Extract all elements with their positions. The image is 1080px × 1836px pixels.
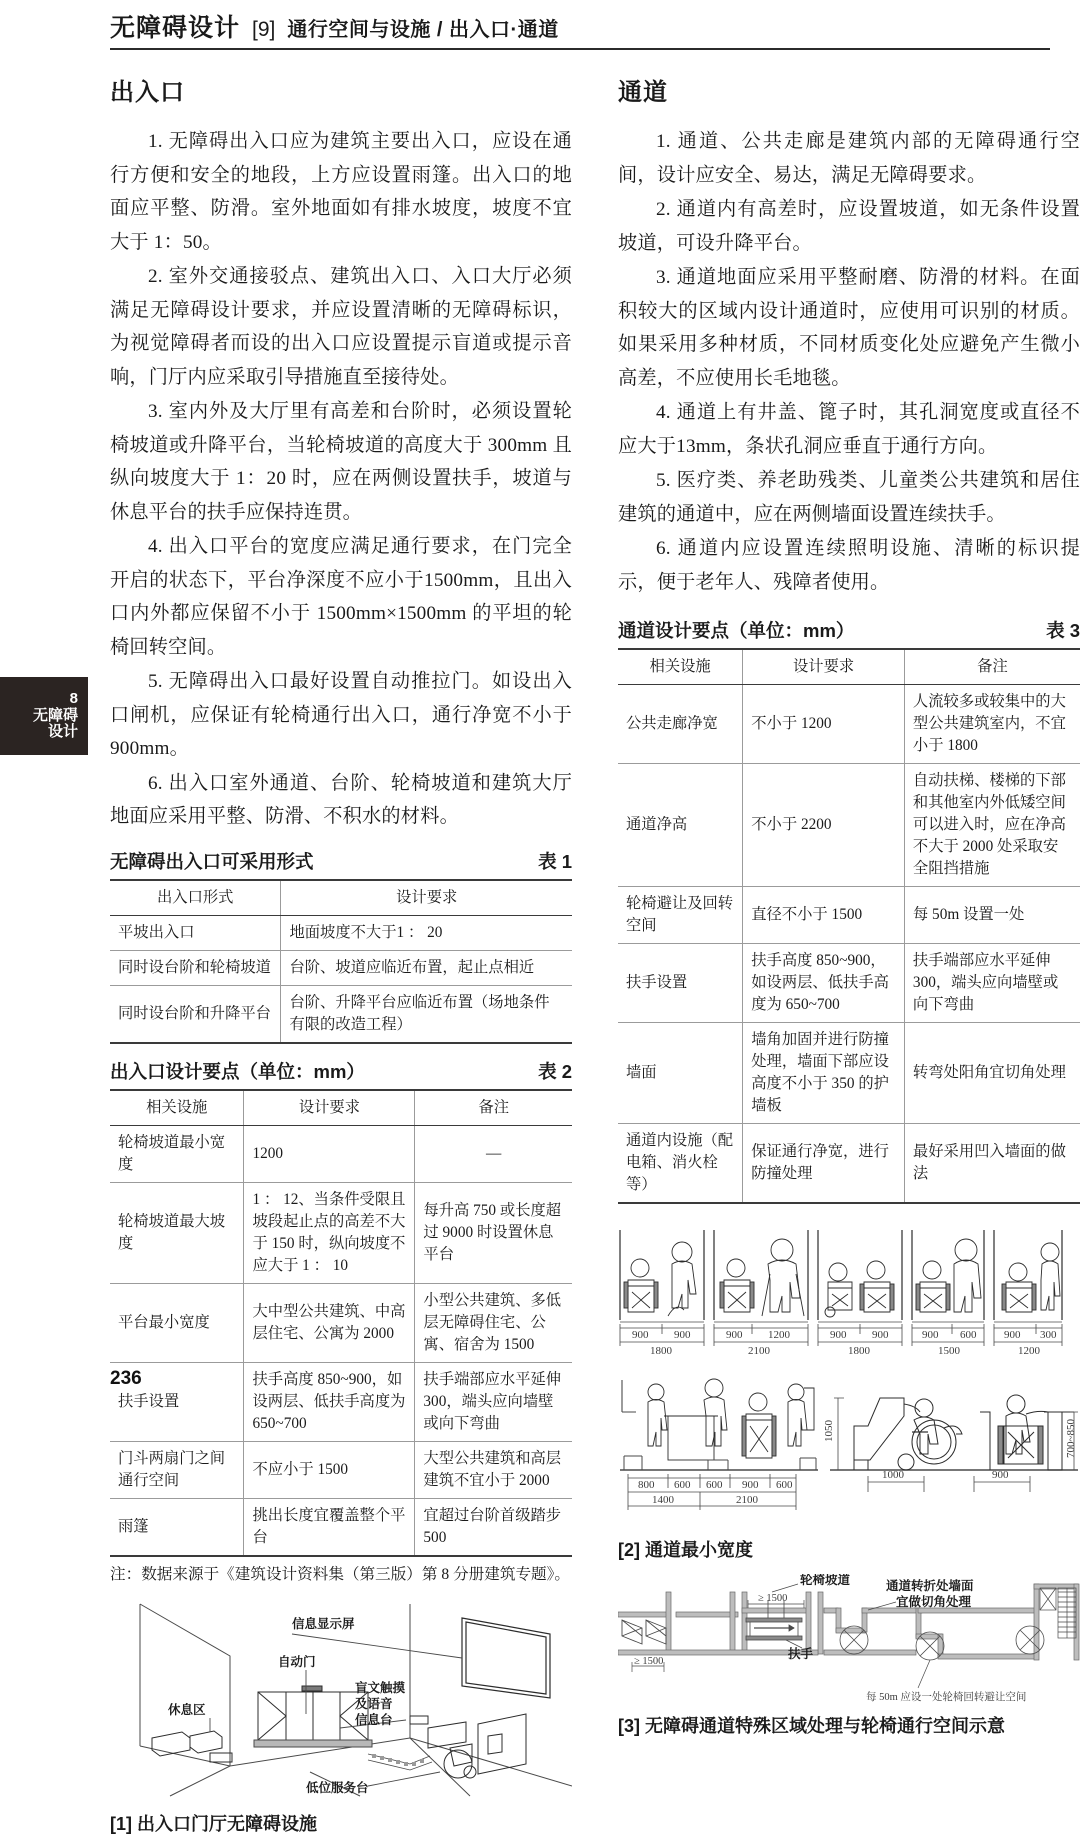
figure2-dim-total: 1800 [848, 1345, 870, 1357]
figure2-dim: 1000 [882, 1469, 904, 1481]
table2-th-1: 设计要求 [244, 1090, 415, 1126]
table2-th-0: 相关设施 [110, 1090, 244, 1126]
figure2-dim-total: 1200 [1018, 1345, 1040, 1357]
figure2-dim-total: 2100 [736, 1494, 758, 1506]
table3-cell: 墙面 [618, 1023, 743, 1124]
table3-cell: 保证通行净宽，进行防撞处理 [743, 1124, 905, 1204]
table-row [618, 685, 1080, 764]
figure1-label-lowcounter: 低位服务台 [306, 1780, 369, 1795]
figure3-caption: [3] 无障碍通道特殊区域处理与轮椅通行空间示意 [618, 1716, 1005, 1736]
figure2-caption: [2] 通道最小宽度 [618, 1540, 753, 1560]
table3-cell: 每 50m 设置一处 [904, 887, 1080, 944]
table3-number: 表 3 [1046, 620, 1080, 641]
right-column [618, 72, 1080, 1738]
figure1-label-autodoor: 自动门 [278, 1654, 316, 1669]
table3-cell: 通道净高 [618, 764, 743, 887]
figure2-dim: 900 [742, 1479, 759, 1491]
table-row [110, 950, 572, 985]
paragraph: 1. 无障碍出入口应为建筑主要出入口，应设在通行方便和安全的地段，上方应设置雨篷。出入口的地面应平整、防滑。室外地面如有排水坡度，坡度不宜大于 1：50。 [110, 131, 572, 253]
table1-caption-row [110, 848, 572, 874]
table3-cell: 直径不小于 1500 [743, 887, 905, 944]
table2-cell: 扶手高度 850~900，如设两层、低扶手高度为 650~700 [244, 1362, 415, 1441]
table2-cell: 1200 [244, 1125, 415, 1182]
figure2-height-1050: 1050 [823, 1420, 835, 1442]
section-title-passage: 通道 [618, 79, 668, 106]
table1-caption: 无障碍出入口可采用形式 [110, 850, 314, 872]
table3-cell: 自动扶梯、楼梯的下部和其他室内外低矮空间可以进入时，应在净高不大于 2000 处采取安全阻挡措施 [904, 764, 1080, 887]
figure2-dim: 900 [992, 1469, 1009, 1481]
table2-th-2: 备注 [415, 1090, 572, 1126]
table-entrance-design-points [110, 1089, 572, 1557]
table3-cell: 不小于 2200 [743, 764, 905, 887]
paragraph: 1. 通道、公共走廊是建筑内部的无障碍通行空间，设计应安全、易达，满足无障碍要求。 [618, 131, 1080, 186]
table-header-row [110, 880, 572, 916]
table-row [110, 1498, 572, 1556]
table-row [110, 1441, 572, 1498]
table2-cell: 宜超过台阶首级踏步 500 [415, 1498, 572, 1556]
table1-cell: 同时设台阶和升降平台 [118, 1004, 271, 1022]
figure2-dim: 900 [922, 1329, 939, 1341]
table2-cell: 扶手端部应水平延伸 300，端头应向墙壁或向下弯曲 [415, 1362, 572, 1441]
thumb-tab-number: 8 [69, 689, 78, 707]
figure3-dim-1500a: ≥ 1500 [758, 1593, 788, 1604]
figure2-dim: 900 [726, 1329, 743, 1341]
table2-cell: — [415, 1125, 572, 1182]
figure2-dim: 900 [1004, 1329, 1021, 1341]
table2-cell: 门斗两扇门之间通行空间 [110, 1441, 244, 1498]
figure3-label-ramp: 轮椅坡道 [800, 1574, 851, 1587]
table3-cell: 最好采用凹入墙面的做法 [904, 1124, 1080, 1204]
table2-number: 表 2 [538, 1060, 572, 1082]
table-row [110, 1182, 572, 1283]
table1-number: 表 1 [538, 850, 572, 872]
table-passage-design-points [618, 648, 1080, 1204]
paragraph: 5. 无障碍出入口最好设置自动推拉门。如设出入口闸机，应保证有轮椅通行出入口，通行净宽不小于 900mm。 [110, 671, 572, 759]
header-title: 无障碍设计 [110, 14, 241, 42]
figure2-dim: 1200 [768, 1329, 790, 1341]
table-row [618, 887, 1080, 944]
table-entrance-forms [110, 879, 572, 1044]
left-column [110, 72, 572, 1836]
figure3-label-corner-1: 通道转折处墙面 [886, 1579, 974, 1593]
figure1-label-display: 信息显示屏 [292, 1616, 355, 1631]
figure2-dim: 900 [872, 1329, 889, 1341]
table-row [110, 915, 572, 950]
figure3-label-corner-2: 宜做切角处理 [896, 1595, 972, 1609]
table3-cell: 转弯处阳角宜切角处理 [904, 1023, 1080, 1124]
section-title-entrance: 出入口 [110, 79, 185, 106]
table-row [618, 1124, 1080, 1204]
table2-cell: 平台最小宽度 [110, 1283, 244, 1362]
figure2-dim: 600 [674, 1479, 691, 1491]
table1-cell: 台阶、升降平台应临近布置（场地条件有限的改造工程） [281, 985, 572, 1043]
figure1-label-restarea: 休息区 [168, 1702, 206, 1717]
figure2-dim-total: 1500 [938, 1345, 960, 1357]
header-subtitle: 通行空间与设施 / 出入口·通道 [287, 19, 559, 41]
table3-cell: 扶手高度 850~900，如设两层、低扶手高度为 650~700 [743, 944, 905, 1023]
table3-cell: 不小于 1200 [743, 685, 905, 764]
table-row [110, 1362, 572, 1441]
table-header-row [110, 1090, 572, 1126]
figure3-label-turning-space: 每 50m 应设一处轮椅回转避让空间 [866, 1692, 1027, 1703]
table-row [110, 1125, 572, 1182]
table1-th-0: 出入口形式 [110, 880, 281, 916]
table-row [618, 764, 1080, 887]
figure2-dim: 600 [706, 1479, 723, 1491]
table3-th-1: 设计要求 [743, 649, 905, 685]
table1-th-1: 设计要求 [281, 880, 572, 916]
table3-cell: 墙角加固并进行防撞处理，墙面下部应设高度不小于 350 的护墙板 [743, 1023, 905, 1124]
table2-note: 注：数据来源于《建筑设计资料集（第三版）第 8 分册建筑专题》。 [110, 1565, 571, 1583]
table3-caption: 通道设计要点（单位：mm） [618, 620, 855, 641]
figure1-caption: [1] 出入口门厅无障碍设施 [110, 1813, 317, 1834]
figure2-dim: 800 [638, 1479, 655, 1491]
figure2-dim-total: 1400 [652, 1494, 674, 1506]
paragraph: 3. 通道地面应采用平整耐磨、防滑的材料。在面积较大的区域内设计通道时，应使用可识别的材质。如果采用多种材质，不同材质变化处应避免产生微小高差，不应使用长毛地毯。 [618, 267, 1080, 389]
table-row [618, 1023, 1080, 1124]
thumb-tab-line2: 设计 [47, 723, 78, 741]
paragraph: 4. 出入口平台的宽度应满足通行要求，在门完全开启的状态下，平台净深度不应小于1500mm，且出入口内外都应保留不小于 1500mm×1500mm 的平坦的轮椅回转空间。 [110, 536, 572, 658]
running-header [110, 8, 1050, 44]
paragraph: 3. 室内外及大厅里有高差和台阶时，必须设置轮椅坡道或升降平台，当轮椅坡道的高度大于 300mm 且纵向坡度大于 1：20 时，应在两侧设置扶手，坡道与休息平台的扶手应保持连贯。 [110, 401, 572, 523]
figure1-label-braille-3: 信息台 [355, 1712, 393, 1727]
figure1-label-braille-1: 盲文触摸 [355, 1680, 406, 1695]
table2-cell: 1 ： 12、当条件受限且坡段起止点的高差不大于 150 时，纵向坡度不应大于 1 ： 10 [244, 1182, 415, 1283]
paragraph: 2. 通道内有高差时，应设置坡道，如无条件设置坡道，可设升降平台。 [618, 199, 1080, 254]
table2-cell: 轮椅坡道最小宽度 [110, 1125, 244, 1182]
figure2-dim: 300 [1040, 1329, 1057, 1341]
figure2-dim: 600 [960, 1329, 977, 1341]
table1-cell: 平坡出入口 [110, 915, 281, 950]
table1-cell: 台阶、坡道应临近布置，起止点相近 [281, 950, 572, 985]
table-header-row [618, 649, 1080, 685]
table-row [110, 985, 572, 1043]
figure2-dim-total: 2100 [748, 1345, 770, 1357]
figure2-dim: 900 [830, 1329, 847, 1341]
paragraph: 4. 通道上有井盖、篦子时，其孔洞宽度或直径不应大于13mm，条状孔洞应垂直于通行方向。 [618, 402, 1080, 457]
figure2-drawing [618, 1220, 1080, 1530]
figure-passage-special-areas [618, 1574, 1080, 1706]
table2-caption-row [110, 1058, 572, 1084]
figure1-label-braille-2: 及语音 [355, 1696, 393, 1711]
paragraph: 6. 通道内应设置连续照明设施、清晰的标识提示，便于老年人、残障者使用。 [618, 538, 1080, 593]
figure2-dim: 900 [632, 1329, 649, 1341]
paragraph: 5. 医疗类、养老助残类、儿童类公共建筑和居住建筑的通道中，应在两侧墙面设置连续扶手。 [618, 470, 1080, 525]
table3-cell: 公共走廊净宽 [618, 685, 743, 764]
table2-caption: 出入口设计要点（单位：mm） [110, 1060, 365, 1082]
thumb-tab-line1: 无障碍 [32, 706, 78, 724]
table2-cell: 大型公共建筑和高层建筑不宜小于 2000 [415, 1441, 572, 1498]
figure2-height-700-850: 700~850 [1065, 1419, 1077, 1458]
table2-cell: 雨篷 [118, 1517, 149, 1535]
figure2-dim: 900 [674, 1329, 691, 1341]
table3-cell: 人流较多或较集中的大型公共建筑室内，不宜小于 1800 [904, 685, 1080, 764]
table2-cell: 每升高 750 或长度超过 9000 时设置休息平台 [415, 1182, 572, 1283]
table3-caption-row [618, 617, 1080, 643]
header-chapter-number: [9] [252, 18, 276, 41]
table2-cell: 小型公共建筑、多低层无障碍住宅、公寓、宿舍为 1500 [415, 1283, 572, 1362]
table2-cell: 不应小于 1500 [244, 1441, 415, 1498]
table3-cell: 轮椅避让及回转空间 [618, 887, 743, 944]
table1-cell: 地面坡度不大于1 ： 20 [281, 915, 572, 950]
figure-passage-min-width [618, 1220, 1080, 1530]
paragraph: 6. 出入口室外通道、台阶、轮椅坡道和建筑大厅地面应采用平整、防滑、不积水的材料。 [110, 772, 572, 827]
figure3-drawing [618, 1574, 1080, 1706]
header-divider [110, 48, 1050, 50]
table2-cell: 挑出长度宜覆盖整个平台 [244, 1498, 415, 1556]
figure1-drawing [110, 1596, 572, 1804]
figure3-dim-1500b: ≥ 1500 [634, 1656, 664, 1667]
figure2-dim: 600 [776, 1479, 793, 1491]
table3-th-0: 相关设施 [618, 649, 743, 685]
table3-th-2: 备注 [904, 649, 1080, 685]
table3-cell: 通道内设施（配电箱、消火栓等） [626, 1132, 734, 1193]
table-row [110, 1283, 572, 1362]
table2-cell: 大中型公共建筑、中高层住宅、公寓为 2000 [244, 1283, 415, 1362]
figure2-dim-total: 1800 [650, 1345, 672, 1357]
table2-cell: 轮椅坡道最大坡度 [110, 1182, 244, 1283]
table2-cell: 扶手设置 [110, 1362, 244, 1441]
table3-cell: 扶手设置 [618, 944, 743, 1023]
figure3-label-handrail: 扶手 [788, 1647, 814, 1661]
paragraph: 2. 室外交通接驳点、建筑出入口、入口大厅必须满足无障碍设计要求，并应设置清晰的无障碍标识，为视觉障碍者而设的出入口应设置提示盲道或提示音响，门厅内应采取引导措施直至接待处。 [110, 266, 572, 388]
chapter-thumb-tab [0, 677, 88, 755]
page-number: 236 [110, 1368, 142, 1389]
table1-cell: 同时设台阶和轮椅坡道 [110, 950, 281, 985]
table-row [618, 944, 1080, 1023]
table3-cell: 扶手端部应水平延伸 300，端头应向墙壁或向下弯曲 [904, 944, 1080, 1023]
figure-entrance-lobby [110, 1596, 572, 1804]
